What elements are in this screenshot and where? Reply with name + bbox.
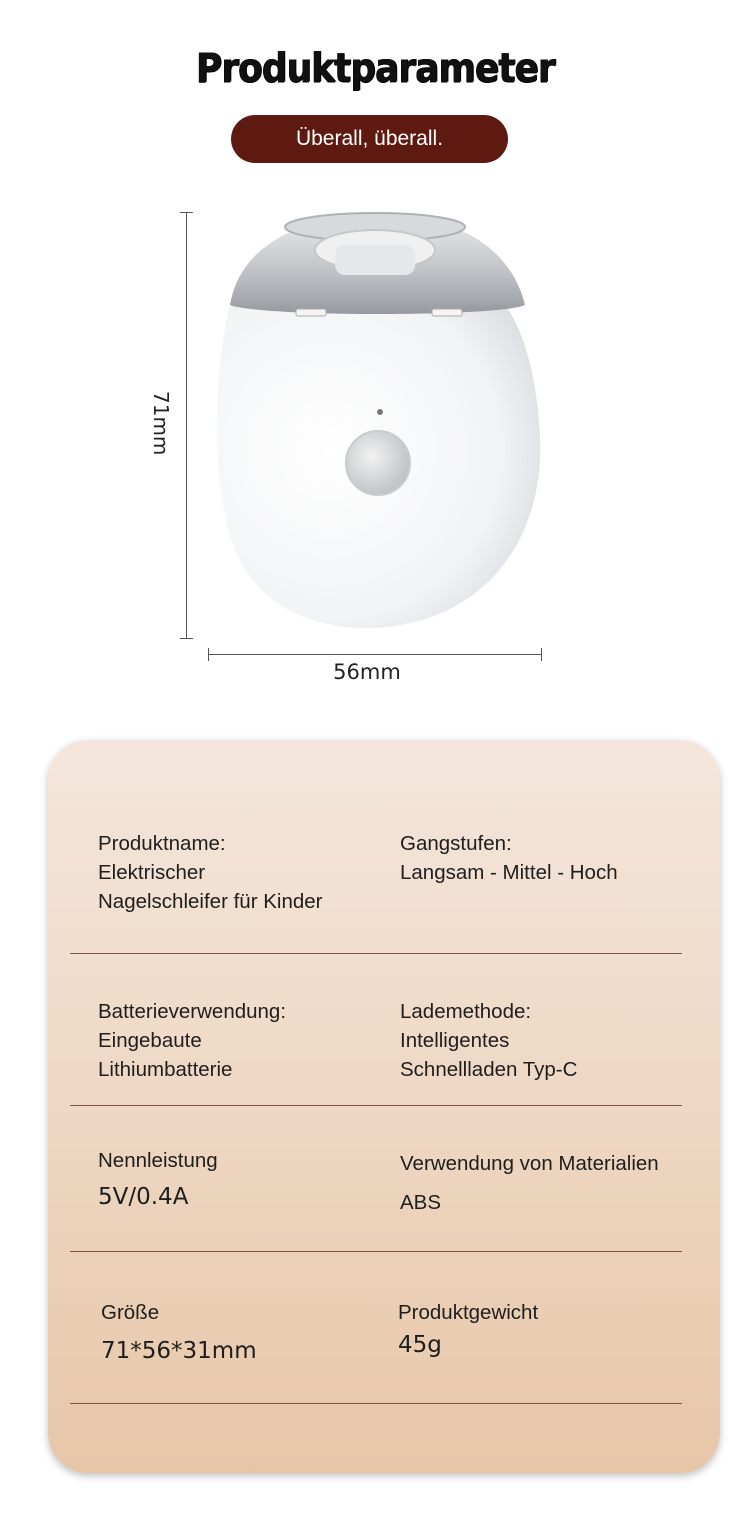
spec-value: Eingebaute	[98, 1029, 202, 1052]
width-dimension-line	[208, 654, 541, 655]
width-dimension-cap-right	[541, 648, 542, 661]
spec-value: Nagelschleifer für Kinder	[98, 890, 323, 913]
spec-material	[400, 1149, 659, 1217]
spec-size	[101, 1298, 257, 1366]
spec-label: Größe	[101, 1301, 160, 1324]
spec-label: Nennleistung	[98, 1149, 218, 1172]
spec-value: Intelligentes	[400, 1029, 510, 1052]
spec-value: 5V/0.4A	[98, 1184, 189, 1210]
spec-value: Lithiumbatterie	[98, 1058, 233, 1081]
spec-charging-method	[400, 997, 577, 1084]
spec-value: ABS	[400, 1191, 442, 1214]
spec-value: Elektrischer	[98, 861, 206, 884]
spec-label: Batterieverwendung:	[98, 1000, 287, 1023]
width-dimension-cap-left	[208, 648, 209, 661]
spec-label: Verwendung von Materialien	[400, 1152, 659, 1175]
spec-value: 45g	[398, 1332, 442, 1358]
spec-divider	[70, 1251, 682, 1252]
spec-label: Gangstufen:	[400, 832, 512, 855]
spec-product-name	[98, 829, 322, 916]
spec-rated-power	[98, 1146, 218, 1212]
height-dimension-label: 71mm	[149, 391, 173, 456]
width-dimension-label: 56mm	[333, 660, 401, 684]
spec-divider	[70, 1403, 682, 1404]
spec-label: Lademethode:	[400, 1000, 532, 1023]
height-dimension-cap-bottom	[180, 638, 193, 639]
spec-divider	[70, 953, 682, 954]
slogan-badge: Überall, überall.	[231, 115, 508, 163]
nail-grinder-product-image	[200, 205, 550, 645]
page-title: Produktparameter	[195, 45, 555, 92]
spec-value: Schnellladen Typ-C	[400, 1058, 578, 1081]
spec-divider	[70, 1105, 682, 1106]
height-dimension-line	[186, 212, 187, 638]
height-dimension-cap-top	[180, 212, 193, 213]
spec-speed-levels	[400, 829, 618, 887]
spec-label: Produktgewicht	[398, 1301, 539, 1324]
spec-weight	[398, 1298, 538, 1360]
spec-label: Produktname:	[98, 832, 226, 855]
spec-value: 71*56*31mm	[101, 1338, 257, 1364]
spec-battery	[98, 997, 286, 1084]
spec-value: Langsam - Mittel - Hoch	[400, 861, 618, 884]
